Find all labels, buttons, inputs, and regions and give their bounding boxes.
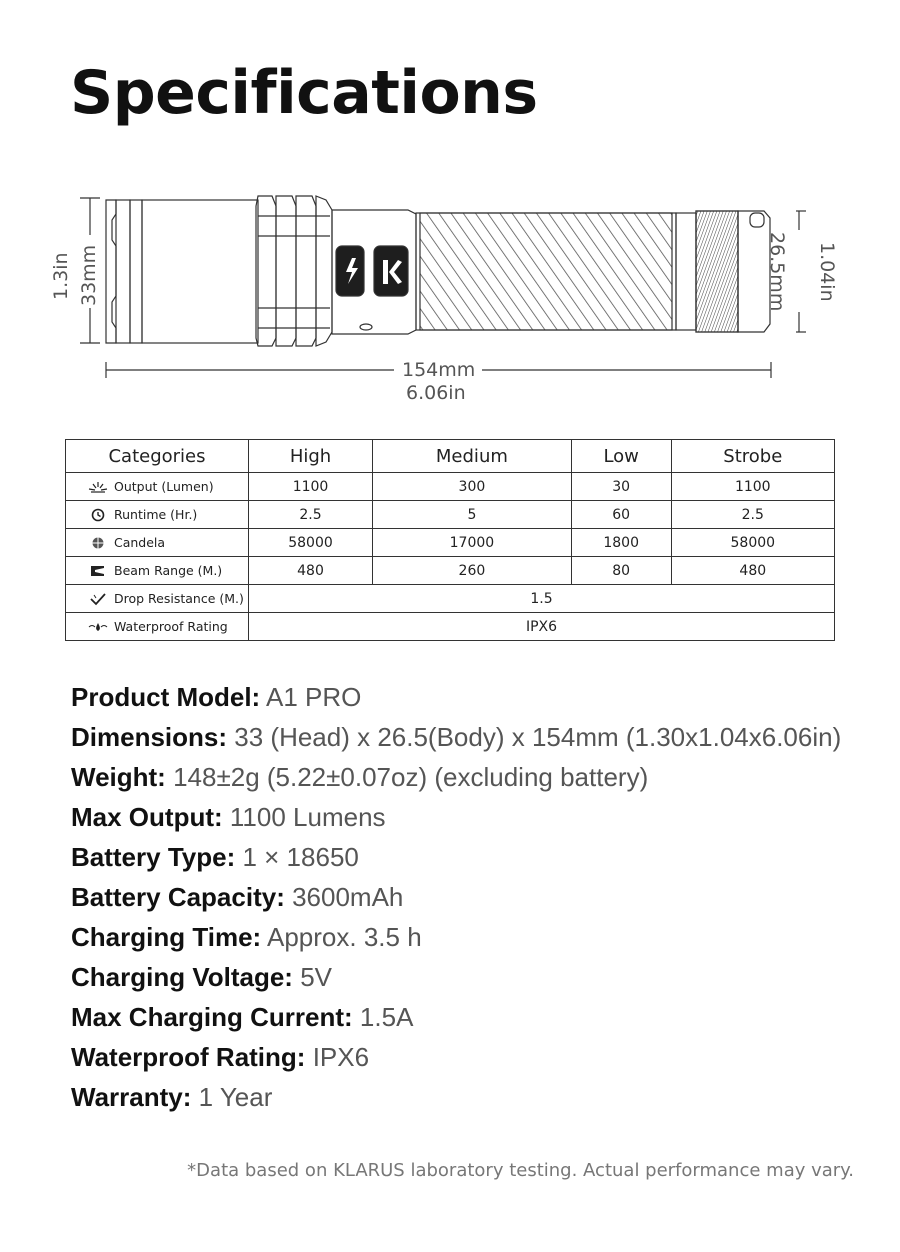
table-cell: 17000 [373,529,572,557]
table-cell: 1100 [671,473,834,501]
spec-value: 1 × 18650 [242,842,359,872]
spec-label: Weight: [71,762,166,792]
table-row [66,501,835,529]
page-title: Specifications [70,58,538,128]
flashlight-diagram [0,180,900,420]
spec-value: 5V [300,962,333,992]
spec-value: A1 PRO [266,682,362,712]
drop-icon [88,592,108,606]
header-low: Low [571,440,671,473]
row-label: Drop Resistance (M.) [114,591,244,606]
spec-value: IPX6 [312,1042,370,1072]
head-diameter-inch: 1.3in [50,252,72,300]
spec-item [71,880,841,920]
spec-label: Warranty: [71,1082,192,1112]
burst-icon [88,480,108,494]
spec-item [71,1000,841,1040]
header-high: High [249,440,373,473]
table-cell: 80 [571,557,671,585]
spec-label: Max Charging Current: [71,1002,353,1032]
water-icon [88,620,108,634]
clock-icon [88,508,108,522]
spec-value: 148±2g (5.22±0.07oz) (excluding battery) [173,762,649,792]
table-cell: 58000 [249,529,373,557]
spec-label: Product Model: [71,682,261,712]
table-cell: 480 [249,557,373,585]
spec-value: 33 (Head) x 26.5(Body) x 154mm (1.30x1.04x6.06in) [234,722,842,752]
table-header-row [66,440,835,473]
spec-value: 3600mAh [292,882,404,912]
row-label: Beam Range (M.) [114,563,223,578]
length-mm: 154mm [402,359,476,381]
table-cell: 60 [571,501,671,529]
spec-label: Waterproof Rating: [71,1042,306,1072]
row-label: Candela [114,535,166,550]
footnote: *Data based on KLARUS laboratory testing. Actual performance may vary. [187,1160,854,1181]
header-medium: Medium [373,440,572,473]
spec-list [71,680,841,1120]
length-inch: 6.06in [406,382,466,404]
table-cell: 2.5 [249,501,373,529]
table-row [66,557,835,585]
table-cell: 30 [571,473,671,501]
head-diameter-mm: 33mm [78,244,100,306]
table-row [66,529,835,557]
table-cell: 300 [373,473,572,501]
spec-item [71,680,841,720]
table-cell: 1800 [571,529,671,557]
spec-label: Dimensions: [71,722,228,752]
spec-item [71,800,841,840]
table-cell: 2.5 [671,501,834,529]
header-categories: Categories [66,440,249,473]
spec-item [71,720,841,760]
spec-item [71,1080,841,1120]
spec-value: 1 Year [198,1082,273,1112]
table-cell: 1100 [249,473,373,501]
spec-item [71,1040,841,1080]
spec-label: Max Output: [71,802,223,832]
target-icon [88,536,108,550]
table-cell: 260 [373,557,572,585]
row-label: Waterproof Rating [114,619,228,634]
body-diameter-mm: 26.5mm [766,232,788,312]
spec-label: Battery Type: [71,842,236,872]
spec-item [71,840,841,880]
spec-value: 1100 Lumens [229,802,386,832]
table-cell: 1.5 [249,585,835,613]
spec-label: Battery Capacity: [71,882,285,912]
spec-label: Charging Voltage: [71,962,293,992]
table-cell: 58000 [671,529,834,557]
spec-item [71,920,841,960]
spec-value: Approx. 3.5 h [267,922,422,952]
beam-icon [88,564,108,578]
table-cell: 480 [671,557,834,585]
spec-value: 1.5A [359,1002,414,1032]
table-row [66,473,835,501]
table-row [66,585,835,613]
spec-table [65,439,835,641]
table-row [66,613,835,641]
header-strobe: Strobe [671,440,834,473]
row-label: Runtime (Hr.) [114,507,198,522]
table-cell: 5 [373,501,572,529]
row-label: Output (Lumen) [114,479,214,494]
spec-item [71,760,841,800]
body-diameter-inch: 1.04in [816,242,838,302]
spec-label: Charging Time: [71,922,262,952]
spec-item [71,960,841,1000]
table-cell: IPX6 [249,613,835,641]
